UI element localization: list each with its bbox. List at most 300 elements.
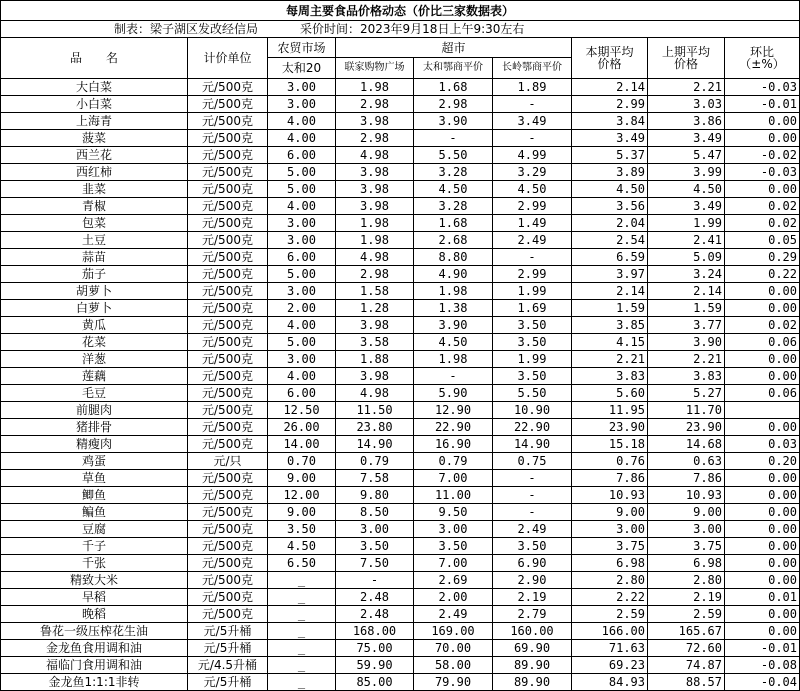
market-taihe-price: 3.00 xyxy=(268,215,336,232)
change-percent: 0.00 xyxy=(725,300,800,317)
current-average: 3.85 xyxy=(572,317,648,334)
table-row xyxy=(1,198,800,215)
item-name: 西红柿 xyxy=(1,164,188,181)
lianjia-price: 14.90 xyxy=(336,436,414,453)
previous-average: 2.21 xyxy=(648,79,725,96)
taihe-super-price: 2.98 xyxy=(414,96,493,113)
taihe-super-price: 7.00 xyxy=(414,470,493,487)
table-row xyxy=(1,249,800,266)
changling-price: - xyxy=(493,504,572,521)
item-name: 菠菜 xyxy=(1,130,188,147)
lianjia-price: 3.58 xyxy=(336,334,414,351)
table-row xyxy=(1,589,800,606)
table-row xyxy=(1,657,800,674)
taihe-super-price: 1.68 xyxy=(414,215,493,232)
change-percent: 0.00 xyxy=(725,521,800,538)
price-unit: 元/500克 xyxy=(188,300,268,317)
price-unit: 元/500克 xyxy=(188,96,268,113)
table-row xyxy=(1,504,800,521)
taihe-super-price: 22.90 xyxy=(414,419,493,436)
taihe-super-price: 79.90 xyxy=(414,674,493,691)
current-average: 5.60 xyxy=(572,385,648,402)
lianjia-price: 1.98 xyxy=(336,215,414,232)
market-taihe-price: 26.00 xyxy=(268,419,336,436)
current-average: 4.15 xyxy=(572,334,648,351)
taihe-super-price: - xyxy=(414,368,493,385)
market-taihe-price: 2.00 xyxy=(268,300,336,317)
lianjia-price: 2.98 xyxy=(336,266,414,283)
market-taihe-price: 4.00 xyxy=(268,317,336,334)
price-unit: 元/500克 xyxy=(188,419,268,436)
lianjia-price: 3.98 xyxy=(336,198,414,215)
previous-average: 6.98 xyxy=(648,555,725,572)
changling-price: - xyxy=(493,130,572,147)
changling-price: 3.50 xyxy=(493,334,572,351)
current-average: 2.54 xyxy=(572,232,648,249)
current-average: 3.83 xyxy=(572,368,648,385)
change-percent: -0.02 xyxy=(725,147,800,164)
taihe-super-price: 16.90 xyxy=(414,436,493,453)
market-taihe-price: 3.50 xyxy=(268,521,336,538)
market-taihe-price: 5.00 xyxy=(268,334,336,351)
previous-average: 10.93 xyxy=(648,487,725,504)
price-unit: 元/500克 xyxy=(188,79,268,96)
price-unit: 元/500克 xyxy=(188,351,268,368)
change-percent: -0.03 xyxy=(725,79,800,96)
price-unit: 元/5升桶 xyxy=(188,640,268,657)
previous-average: 3.90 xyxy=(648,334,725,351)
lianjia-price: 3.98 xyxy=(336,113,414,130)
changling-price: 2.90 xyxy=(493,572,572,589)
price-unit: 元/只 xyxy=(188,453,268,470)
change-percent: 0.00 xyxy=(725,368,800,385)
item-name: 洋葱 xyxy=(1,351,188,368)
header-super-taihe: 太和鄂商平价 xyxy=(414,58,493,79)
table-row xyxy=(1,402,800,419)
price-unit: 元/4.5升桶 xyxy=(188,657,268,674)
change-percent: 0.02 xyxy=(725,317,800,334)
current-average: 5.37 xyxy=(572,147,648,164)
table-row xyxy=(1,266,800,283)
item-name: 黄瓜 xyxy=(1,317,188,334)
change-percent: 0.00 xyxy=(725,470,800,487)
taihe-super-price: 169.00 xyxy=(414,623,493,640)
table-row xyxy=(1,96,800,113)
table-row xyxy=(1,521,800,538)
item-name: 毛豆 xyxy=(1,385,188,402)
price-unit: 元/500克 xyxy=(188,317,268,334)
table-row xyxy=(1,164,800,181)
previous-average: 3.77 xyxy=(648,317,725,334)
item-name: 福临门食用调和油 xyxy=(1,657,188,674)
item-name: 豆腐 xyxy=(1,521,188,538)
price-unit: 元/500克 xyxy=(188,402,268,419)
changling-price: 0.75 xyxy=(493,453,572,470)
lianjia-price: 4.98 xyxy=(336,147,414,164)
taihe-super-price: 1.38 xyxy=(414,300,493,317)
lianjia-price: 2.98 xyxy=(336,130,414,147)
previous-average: 3.24 xyxy=(648,266,725,283)
previous-average: 5.47 xyxy=(648,147,725,164)
item-name: 精瘦肉 xyxy=(1,436,188,453)
table-row xyxy=(1,623,800,640)
table-row xyxy=(1,487,800,504)
changling-price: 6.90 xyxy=(493,555,572,572)
lianjia-price: 1.98 xyxy=(336,79,414,96)
lianjia-price: 2.98 xyxy=(336,96,414,113)
previous-average: 3.00 xyxy=(648,521,725,538)
change-percent: -0.01 xyxy=(725,96,800,113)
header-market-group: 农贸市场 xyxy=(268,38,336,58)
taihe-super-price: 4.90 xyxy=(414,266,493,283)
price-unit: 元/500克 xyxy=(188,436,268,453)
lianjia-price: 8.50 xyxy=(336,504,414,521)
current-average: 2.14 xyxy=(572,283,648,300)
item-name: 前腿肉 xyxy=(1,402,188,419)
price-unit: 元/500克 xyxy=(188,113,268,130)
previous-average: 3.86 xyxy=(648,113,725,130)
taihe-super-price: 11.00 xyxy=(414,487,493,504)
taihe-super-price: 4.50 xyxy=(414,181,493,198)
current-average: 2.21 xyxy=(572,351,648,368)
item-name: 草鱼 xyxy=(1,470,188,487)
current-average: 3.97 xyxy=(572,266,648,283)
lianjia-price: 59.90 xyxy=(336,657,414,674)
header-previous-average: 上期平均 价格 xyxy=(648,38,725,79)
item-name: 西兰花 xyxy=(1,147,188,164)
header-unit: 计价单位 xyxy=(188,38,268,79)
price-unit: 元/500克 xyxy=(188,232,268,249)
current-average: 2.59 xyxy=(572,606,648,623)
price-unit: 元/5升桶 xyxy=(188,623,268,640)
market-taihe-price: 12.00 xyxy=(268,487,336,504)
change-percent: 0.00 xyxy=(725,623,800,640)
market-taihe-price: 9.00 xyxy=(268,504,336,521)
previous-average: 23.90 xyxy=(648,419,725,436)
price-unit: 元/500克 xyxy=(188,283,268,300)
previous-average: 2.80 xyxy=(648,572,725,589)
lianjia-price: 85.00 xyxy=(336,674,414,691)
lianjia-price: 9.80 xyxy=(336,487,414,504)
table-row xyxy=(1,674,800,691)
change-percent: 0.00 xyxy=(725,419,800,436)
previous-average: 2.59 xyxy=(648,606,725,623)
changling-price: 1.49 xyxy=(493,215,572,232)
taihe-super-price: 9.50 xyxy=(414,504,493,521)
price-unit: 元/500克 xyxy=(188,487,268,504)
current-average: 3.49 xyxy=(572,130,648,147)
item-name: 精致大米 xyxy=(1,572,188,589)
table-row xyxy=(1,147,800,164)
lianjia-price: 3.00 xyxy=(336,521,414,538)
change-percent: 0.22 xyxy=(725,266,800,283)
taihe-super-price: 2.49 xyxy=(414,606,493,623)
changling-price: 2.49 xyxy=(493,521,572,538)
taihe-super-price: 2.68 xyxy=(414,232,493,249)
current-average: 71.63 xyxy=(572,640,648,657)
price-unit: 元/500克 xyxy=(188,572,268,589)
change-percent: 0.06 xyxy=(725,334,800,351)
changling-price: 89.90 xyxy=(493,674,572,691)
change-percent: -0.01 xyxy=(725,640,800,657)
market-taihe-price: _ xyxy=(268,623,336,640)
header-change: 环比 （±%） xyxy=(725,38,800,79)
current-average: 1.59 xyxy=(572,300,648,317)
previous-average: 5.27 xyxy=(648,385,725,402)
table-row xyxy=(1,351,800,368)
changling-price: 1.69 xyxy=(493,300,572,317)
changling-price: 14.90 xyxy=(493,436,572,453)
previous-average: 14.68 xyxy=(648,436,725,453)
market-taihe-price: 4.50 xyxy=(268,538,336,555)
lianjia-price: 3.98 xyxy=(336,317,414,334)
price-unit: 元/500克 xyxy=(188,589,268,606)
price-unit: 元/500克 xyxy=(188,215,268,232)
lianjia-price: 7.50 xyxy=(336,555,414,572)
previous-average: 72.60 xyxy=(648,640,725,657)
market-taihe-price: 3.00 xyxy=(268,232,336,249)
taihe-super-price: 8.80 xyxy=(414,249,493,266)
item-name: 上海青 xyxy=(1,113,188,130)
market-taihe-price: 5.00 xyxy=(268,266,336,283)
header-name: 品 名 xyxy=(1,38,188,79)
item-name: 猪排骨 xyxy=(1,419,188,436)
change-percent: 0.00 xyxy=(725,130,800,147)
lianjia-price: 23.80 xyxy=(336,419,414,436)
changling-price: 2.99 xyxy=(493,198,572,215)
market-taihe-price: 9.00 xyxy=(268,470,336,487)
change-percent: 0.03 xyxy=(725,436,800,453)
current-average: 3.75 xyxy=(572,538,648,555)
table-row xyxy=(1,113,800,130)
item-name: 韭菜 xyxy=(1,181,188,198)
item-name: 蒜苗 xyxy=(1,249,188,266)
changling-price: - xyxy=(493,470,572,487)
market-taihe-price: 3.00 xyxy=(268,96,336,113)
price-unit: 元/500克 xyxy=(188,555,268,572)
price-unit: 元/500克 xyxy=(188,164,268,181)
table-row xyxy=(1,317,800,334)
market-taihe-price: 4.00 xyxy=(268,368,336,385)
item-name: 鲁花一级压榨花生油 xyxy=(1,623,188,640)
current-average: 2.22 xyxy=(572,589,648,606)
previous-average: 3.03 xyxy=(648,96,725,113)
change-percent: 0.20 xyxy=(725,453,800,470)
changling-price: - xyxy=(493,487,572,504)
market-taihe-price: 14.00 xyxy=(268,436,336,453)
market-taihe-price: 4.00 xyxy=(268,130,336,147)
taihe-super-price: 1.98 xyxy=(414,283,493,300)
taihe-super-price: 5.50 xyxy=(414,147,493,164)
previous-average: 3.49 xyxy=(648,198,725,215)
taihe-super-price: 3.00 xyxy=(414,521,493,538)
item-name: 土豆 xyxy=(1,232,188,249)
previous-average: 3.49 xyxy=(648,130,725,147)
previous-average: 11.70 xyxy=(648,402,725,419)
market-taihe-price: 3.00 xyxy=(268,79,336,96)
lianjia-price: 7.58 xyxy=(336,470,414,487)
table-row xyxy=(1,555,800,572)
lianjia-price: 2.48 xyxy=(336,606,414,623)
taihe-super-price: 1.98 xyxy=(414,351,493,368)
taihe-super-price: 2.69 xyxy=(414,572,493,589)
lianjia-price: 4.98 xyxy=(336,385,414,402)
change-percent: 0.29 xyxy=(725,249,800,266)
header-market-taihe: 太和20 xyxy=(268,58,336,79)
changling-price: 5.50 xyxy=(493,385,572,402)
lianjia-price: 1.58 xyxy=(336,283,414,300)
current-average: 2.04 xyxy=(572,215,648,232)
previous-average: 2.41 xyxy=(648,232,725,249)
previous-average: 0.63 xyxy=(648,453,725,470)
change-percent: 0.00 xyxy=(725,113,800,130)
price-unit: 元/5升桶 xyxy=(188,674,268,691)
taihe-super-price: 7.00 xyxy=(414,555,493,572)
market-taihe-price: _ xyxy=(268,572,336,589)
table-row xyxy=(1,572,800,589)
previous-average: 88.57 xyxy=(648,674,725,691)
price-unit: 元/500克 xyxy=(188,385,268,402)
table-row xyxy=(1,181,800,198)
lianjia-price: 3.98 xyxy=(336,181,414,198)
table-row xyxy=(1,470,800,487)
change-percent: 0.00 xyxy=(725,283,800,300)
changling-price: 3.29 xyxy=(493,164,572,181)
current-average: 3.89 xyxy=(572,164,648,181)
previous-average: 1.99 xyxy=(648,215,725,232)
previous-average: 1.59 xyxy=(648,300,725,317)
price-unit: 元/500克 xyxy=(188,266,268,283)
item-name: 千子 xyxy=(1,538,188,555)
taihe-super-price: 12.90 xyxy=(414,402,493,419)
table-row xyxy=(1,130,800,147)
current-average: 84.93 xyxy=(572,674,648,691)
changling-price: 69.90 xyxy=(493,640,572,657)
current-average: 6.98 xyxy=(572,555,648,572)
market-taihe-price: 5.00 xyxy=(268,181,336,198)
change-percent xyxy=(725,402,800,419)
item-name: 鲫鱼 xyxy=(1,487,188,504)
header-supermarket-group: 超市 xyxy=(336,38,572,58)
current-average: 2.14 xyxy=(572,79,648,96)
market-taihe-price: _ xyxy=(268,657,336,674)
lianjia-price: 1.98 xyxy=(336,232,414,249)
market-taihe-price: 12.50 xyxy=(268,402,336,419)
changling-price: 22.90 xyxy=(493,419,572,436)
changling-price: 1.99 xyxy=(493,351,572,368)
previous-average: 3.99 xyxy=(648,164,725,181)
header-super-lianjia: 联家购物广场 xyxy=(336,58,414,79)
taihe-super-price: 3.28 xyxy=(414,164,493,181)
item-name: 包菜 xyxy=(1,215,188,232)
price-unit: 元/500克 xyxy=(188,368,268,385)
current-average: 3.84 xyxy=(572,113,648,130)
current-average: 2.80 xyxy=(572,572,648,589)
item-name: 小白菜 xyxy=(1,96,188,113)
changling-price: 10.90 xyxy=(493,402,572,419)
price-unit: 元/500克 xyxy=(188,504,268,521)
previous-average: 7.86 xyxy=(648,470,725,487)
price-unit: 元/500克 xyxy=(188,521,268,538)
market-taihe-price: 4.00 xyxy=(268,198,336,215)
price-unit: 元/500克 xyxy=(188,606,268,623)
price-unit: 元/500克 xyxy=(188,130,268,147)
current-average: 2.99 xyxy=(572,96,648,113)
market-taihe-price: 6.50 xyxy=(268,555,336,572)
changling-price: 89.90 xyxy=(493,657,572,674)
price-unit: 元/500克 xyxy=(188,181,268,198)
item-name: 莲藕 xyxy=(1,368,188,385)
taihe-super-price: 3.50 xyxy=(414,538,493,555)
change-percent: -0.03 xyxy=(725,164,800,181)
change-percent: 0.02 xyxy=(725,198,800,215)
change-percent: 0.00 xyxy=(725,504,800,521)
lianjia-price: 3.98 xyxy=(336,164,414,181)
current-average: 23.90 xyxy=(572,419,648,436)
changling-price: 3.50 xyxy=(493,368,572,385)
previous-average: 5.09 xyxy=(648,249,725,266)
previous-average: 3.75 xyxy=(648,538,725,555)
table-row xyxy=(1,334,800,351)
item-name: 大白菜 xyxy=(1,79,188,96)
changling-price: 160.00 xyxy=(493,623,572,640)
table-row xyxy=(1,538,800,555)
market-taihe-price: 6.00 xyxy=(268,249,336,266)
item-name: 金龙鱼食用调和油 xyxy=(1,640,188,657)
previous-average: 2.14 xyxy=(648,283,725,300)
item-name: 晚稻 xyxy=(1,606,188,623)
current-average: 10.93 xyxy=(572,487,648,504)
changling-price: 2.99 xyxy=(493,266,572,283)
table-title: 每周主要食品价格动态（价比三家数据表） xyxy=(1,1,800,21)
table-row xyxy=(1,385,800,402)
taihe-super-price: 1.68 xyxy=(414,79,493,96)
table-row xyxy=(1,640,800,657)
change-percent: 0.00 xyxy=(725,555,800,572)
item-name: 早稻 xyxy=(1,589,188,606)
item-name: 胡萝卜 xyxy=(1,283,188,300)
market-taihe-price: 5.00 xyxy=(268,164,336,181)
lianjia-price: 1.88 xyxy=(336,351,414,368)
market-taihe-price: _ xyxy=(268,606,336,623)
table-row xyxy=(1,419,800,436)
lianjia-price: 3.98 xyxy=(336,368,414,385)
market-taihe-price: 6.00 xyxy=(268,385,336,402)
table-row xyxy=(1,300,800,317)
taihe-super-price: 70.00 xyxy=(414,640,493,657)
table-row xyxy=(1,368,800,385)
change-percent: 0.00 xyxy=(725,487,800,504)
lianjia-price: 75.00 xyxy=(336,640,414,657)
table-row xyxy=(1,453,800,470)
current-average: 3.00 xyxy=(572,521,648,538)
current-average: 166.00 xyxy=(572,623,648,640)
current-average: 15.18 xyxy=(572,436,648,453)
lianjia-price: 2.48 xyxy=(336,589,414,606)
changling-price: 1.89 xyxy=(493,79,572,96)
changling-price: 3.49 xyxy=(493,113,572,130)
item-name: 鸡蛋 xyxy=(1,453,188,470)
item-name: 茄子 xyxy=(1,266,188,283)
change-percent: -0.04 xyxy=(725,674,800,691)
lianjia-price: 3.50 xyxy=(336,538,414,555)
changling-price: 4.50 xyxy=(493,181,572,198)
lianjia-price: - xyxy=(336,572,414,589)
change-percent: 0.02 xyxy=(725,215,800,232)
price-unit: 元/500克 xyxy=(188,334,268,351)
lianjia-price: 11.50 xyxy=(336,402,414,419)
changling-price: 3.50 xyxy=(493,538,572,555)
